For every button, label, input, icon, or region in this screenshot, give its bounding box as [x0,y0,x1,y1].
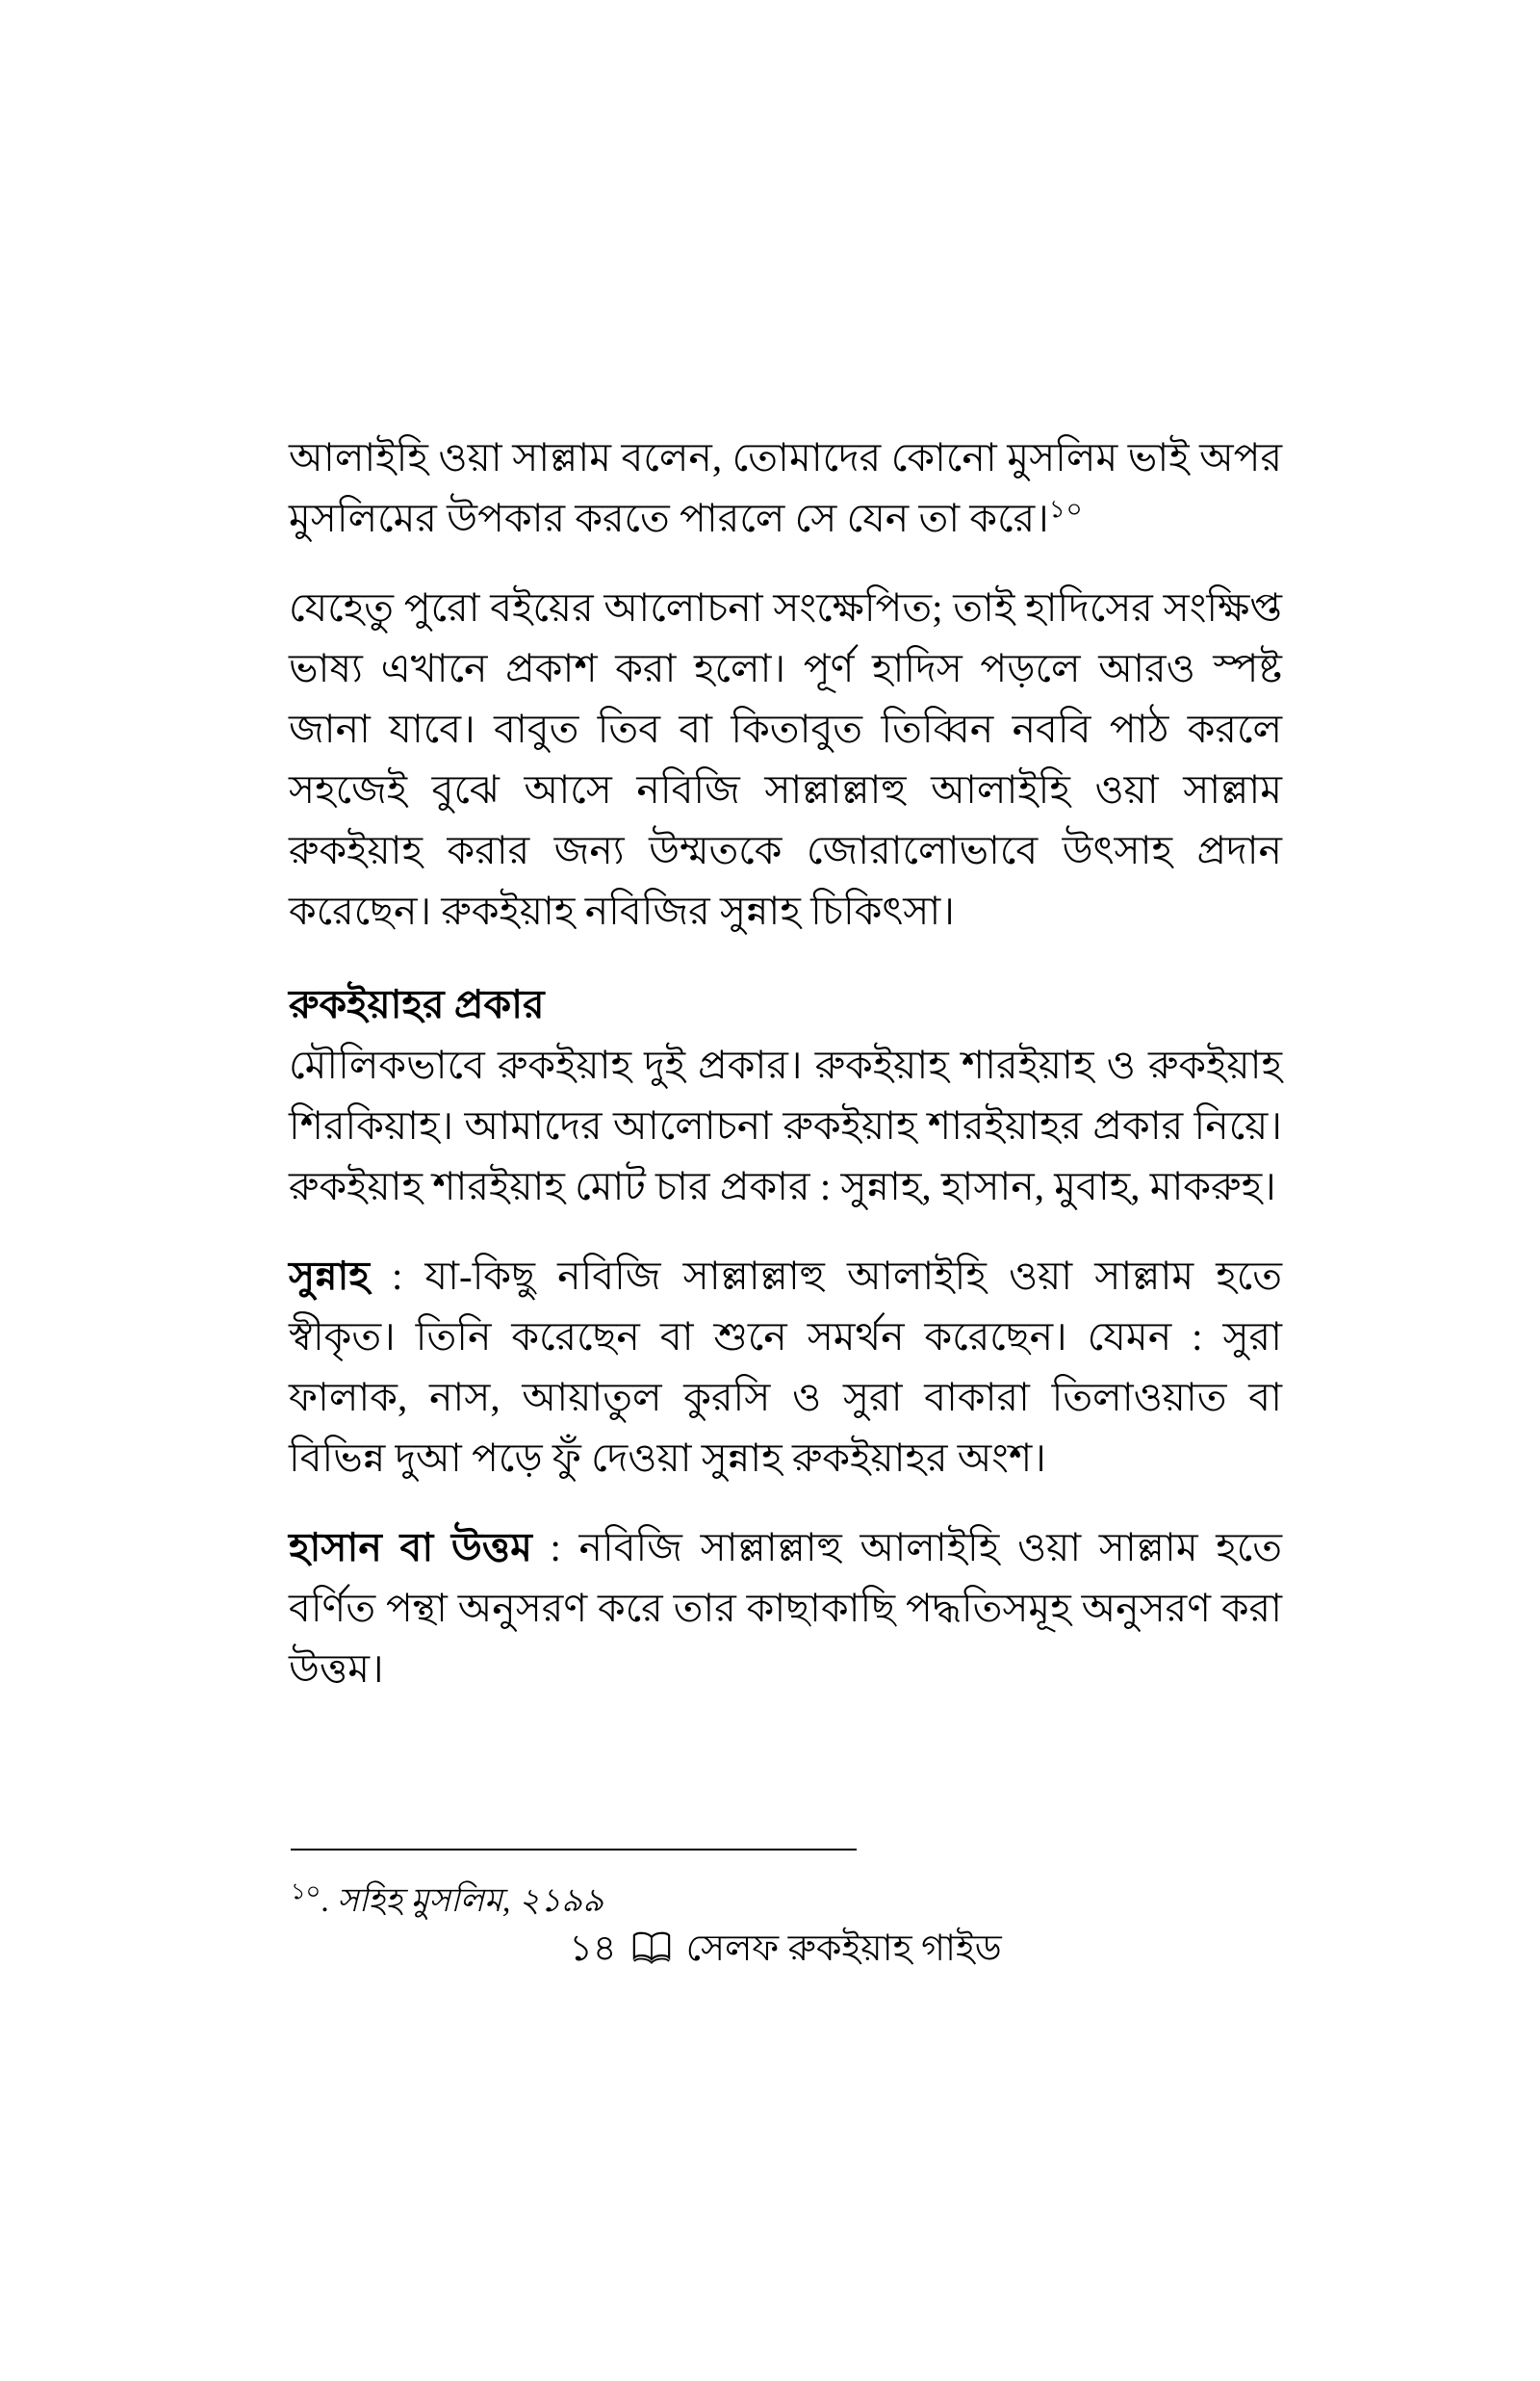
open-book-icon [630,1930,673,1967]
page-footer [289,1922,1282,1976]
paragraph-text: : যা-কিছু নবিজি সাল্লাল্লাহু আলাইহি ওয়া সাল্লাম হতে স্বীকৃত। তিনি করেছেন বা শুনে সমর্থন করেছেন। যেমন : সুরা ফালাক, নাস, আয়াতুল কুরসি ও সুরা বাকারা তিলাওয়াত বা বিভিন্ন দুআ পড়ে ফুঁ দেওয়া সুন্নাহ রুকইয়াহর অংশ। [289,1254,1282,1480]
paragraph-text: আলাইহি ওয়া সাল্লাম বলেন, তোমাদের কোনো মুসলিম ভাই অপর মুসলিমের উপকার করতে পারলে সে যেন তা করে। [289,435,1282,540]
paragraph-lead: হাসান বা উত্তম [289,1525,532,1569]
paragraph [289,427,1282,549]
paragraph [289,578,1282,942]
section-heading: রুকইয়াহর প্রকার [289,982,545,1026]
footnote-citation: সহিহ মুসলিম, [337,1883,511,1919]
page-body-text [289,427,1282,1699]
footnote [291,1879,1284,1924]
paragraph [289,1517,1282,1699]
paragraph [289,1035,1282,1217]
footnote-divider [291,1849,857,1850]
book-title: সেলফ রুকইয়াহ গাইড [685,1928,1002,1969]
footnote-marker: ১০ [291,1879,321,1905]
paragraph-text: মৌলিকভাবে রুকইয়াহ দুই প্রকার। রুকইয়াহ শারইয়াহ ও রুকইয়াহ শিরকিয়াহ। আমাদের আলোচনা রুকইয়াহ শারইয়াহর প্রকার নিয়ে। রুকইয়াহ শারইয়াহ মোট চার প্রকার : সুন্নাহ, হাসান, মুবাহ, মাকরুহ। [289,1043,1282,1208]
footer-content [569,1922,1001,1976]
paragraph-text: যেহেতু পুরো বইয়ের আলোচনা সংক্ষেপিত; তাই হাদিসের সংক্ষিপ্ত ভাষ্য এখানে প্রকাশ করা হলো। পূর্ণ হাদিস পড়লে আরও স্পষ্ট জানা যাবে। বাবুত তিব বা কিতাবুত তিব্বিন নববি পাঠ করলে সহজেই বুঝে আসে নবিজি সাল্লাল্লাহু আলাইহি ওয়া সাল্লাম রুকইয়াহ করার জন্য উম্মতকে জোরালোভাবে উৎসাহ প্রদান করেছেন। রুকইয়াহ নবিজির সুন্নাহ চিকিৎসা। [289,585,1282,933]
page-number: ১৪ [569,1928,617,1969]
paragraph-lead: সুন্নাহ [289,1254,370,1298]
footnote-reference-number: ২১৯৯ [510,1883,604,1919]
footnote-ref: ১০ [1048,495,1084,524]
paragraph [289,1246,1282,1488]
paragraph-text: : নবিজি সাল্লাল্লাহু আলাইহি ওয়া সাল্লাম হতে বর্ণিত পন্থা অনুসরণ করে তার কাছাকাছি পদ্ধতিসমূহ অনুসরণ করা উত্তম। [289,1525,1282,1691]
footnote-separator: . [321,1883,338,1919]
